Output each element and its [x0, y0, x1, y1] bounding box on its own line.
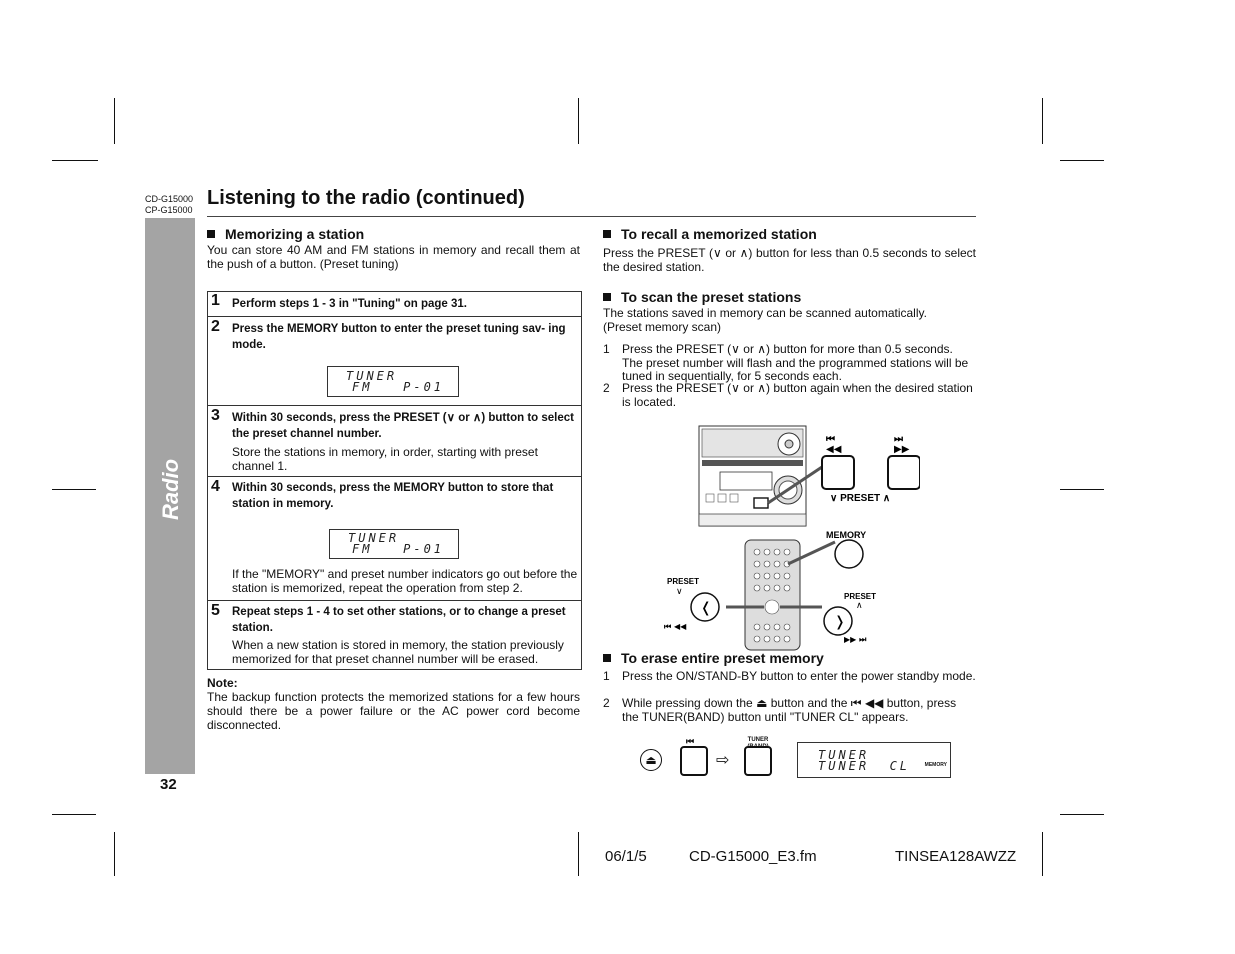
- section-label: Radio: [158, 458, 183, 520]
- lcd-line: TUNER: [818, 748, 870, 762]
- svg-text:⏮: ⏮: [826, 434, 835, 445]
- bullet-square-icon: [207, 230, 215, 238]
- step-number: 3: [211, 407, 220, 424]
- crop-mark: [578, 832, 579, 876]
- step-text: Repeat steps 1 - 4 to set other stations, or to change a preset station.: [232, 606, 566, 634]
- footer-code: TINSEA128AWZZ: [895, 848, 1017, 865]
- lcd-line: TUNER: [346, 369, 398, 383]
- recall-text: Press the PRESET (∨ or ∧) button for less than 0.5 seconds to select the desired station.: [603, 246, 976, 274]
- title-rule: [207, 216, 976, 217]
- svg-text:❬: ❬: [700, 600, 712, 616]
- step-text: Perform steps 1 - 3 in "Tuning" on page 31.: [232, 298, 467, 310]
- tuner-band-label: TUNER: [747, 737, 769, 743]
- svg-text:▶▶ ⏭: ▶▶ ⏭: [844, 635, 867, 644]
- lcd-display: [327, 366, 459, 397]
- remote-illustration: [726, 540, 835, 650]
- footer-date: 06/1/5: [605, 848, 647, 865]
- svg-text:▶▶: ▶▶: [894, 444, 910, 455]
- model-number: CP-G15000: [145, 205, 193, 215]
- crop-mark: [1060, 160, 1104, 161]
- step-5: [208, 600, 581, 670]
- step-note: Store the stations in memory, in order, starting with preset channel 1.: [232, 445, 538, 473]
- crop-mark: [52, 160, 98, 161]
- svg-text:◀◀: ◀◀: [826, 444, 842, 455]
- memorizing-heading: Memorizing a station: [207, 226, 364, 242]
- note-text: The backup function protects the memorized stations for a few hours should there be a power failure or the AC power cord become disconnected.: [207, 690, 580, 732]
- svg-text:⏮ ◀◀: ⏮ ◀◀: [664, 622, 687, 631]
- erase-item-2: 2 While pressing down the ⏏ button and the ⏮ ◀◀ button, press the TUNER(BAND) button until "TUNER CL" appears.: [603, 696, 957, 724]
- step-number: 5: [211, 602, 220, 619]
- lcd-line: FM P-01: [352, 380, 445, 394]
- svg-text:❭: ❭: [834, 614, 846, 630]
- note-title: Note:: [207, 676, 238, 690]
- arrow-right-icon: ⇨: [716, 752, 730, 769]
- scan-heading: To scan the preset stations: [603, 289, 801, 305]
- svg-text:PRESET: PRESET: [844, 592, 877, 601]
- step-number: 1: [211, 292, 220, 309]
- scan-item-1: 1 Press the PRESET (∨ or ∧) button for more than 0.5 seconds. The preset number will flash and the programmed stations will be tuned in sequentially, for 5 seconds each.: [603, 342, 969, 383]
- step-text: Within 30 seconds, press the PRESET (∨ or ∧) button to select the preset channel number.: [232, 412, 574, 440]
- crop-mark: [578, 98, 579, 144]
- step-4: [208, 476, 581, 601]
- crop-mark: [52, 489, 96, 490]
- skip-back-button: [680, 746, 708, 776]
- eject-button: ⏏: [640, 749, 662, 771]
- svg-text:⏭: ⏭: [894, 434, 903, 445]
- crop-mark: [1060, 489, 1104, 490]
- model-numbers: [145, 194, 193, 216]
- lcd-memory-indicator: MEMORY: [924, 762, 947, 768]
- stereo-remote-figure: [660, 420, 920, 652]
- lcd-line: TUNER CL: [818, 759, 911, 773]
- tuner-band-button: [744, 746, 772, 776]
- scan-text: The stations saved in memory can be scanned automatically. (Preset memory scan): [603, 306, 927, 334]
- memory-button: [835, 540, 863, 568]
- erase-heading: To erase entire preset memory: [603, 650, 824, 666]
- lcd-line: TUNER: [348, 531, 400, 545]
- bullet-square-icon: [603, 654, 611, 662]
- page-number: 32: [160, 776, 177, 793]
- erase-item-1: 1 Press the ON/STAND-BY button to enter the power standby mode.: [603, 669, 976, 683]
- memory-label: MEMORY: [826, 530, 867, 540]
- step-text: Within 30 seconds, press the MEMORY button to store that station in memory.: [232, 482, 554, 510]
- crop-mark: [1060, 814, 1104, 815]
- bullet-square-icon: [603, 293, 611, 301]
- model-number: CD-G15000: [145, 194, 194, 204]
- footer-file: CD-G15000_E3.fm: [689, 848, 817, 865]
- lcd-display: [329, 529, 459, 559]
- memorizing-intro: You can store 40 AM and FM stations in memory and recall them at the push of a button. (Preset tuning): [207, 243, 580, 271]
- bullet-square-icon: [603, 230, 611, 238]
- step-note: When a new station is stored in memory, the station previously memorized for that preset channel number will be erased.: [232, 638, 564, 666]
- scan-item-2: 2 Press the PRESET (∨ or ∧) button again when the desired station is located.: [603, 381, 973, 409]
- step-2: [208, 316, 581, 406]
- step-text: Press the MEMORY button to enter the preset tuning sav- ing mode.: [232, 323, 566, 351]
- preset-up-button: [888, 456, 920, 489]
- crop-mark: [114, 98, 115, 144]
- crop-mark: [114, 832, 115, 876]
- crop-mark: [1042, 832, 1043, 876]
- step-note: If the "MEMORY" and preset number indicators go out before the station is memorized, repeat the operation from step 2.: [232, 567, 578, 595]
- step-1: [208, 292, 581, 316]
- step-number: 2: [211, 318, 220, 335]
- step-3: [208, 405, 581, 477]
- steps-box: [207, 291, 582, 670]
- lcd-display: [797, 742, 951, 778]
- lcd-line: FM P-01: [352, 542, 445, 556]
- crop-mark: [52, 814, 96, 815]
- main-unit-illustration: [699, 426, 825, 526]
- recall-heading: To recall a memorized station: [603, 226, 817, 242]
- preset-label: ∨ PRESET ∧: [830, 493, 891, 504]
- page-title: Listening to the radio (continued): [207, 187, 525, 209]
- preset-down-button: [822, 456, 854, 489]
- svg-text:∨: ∨: [676, 587, 683, 597]
- skip-back-icon: ⏮: [686, 736, 695, 746]
- step-number: 4: [211, 478, 220, 495]
- svg-text:PRESET: PRESET: [667, 577, 700, 586]
- crop-mark: [1042, 98, 1043, 144]
- svg-text:∧: ∧: [856, 601, 863, 611]
